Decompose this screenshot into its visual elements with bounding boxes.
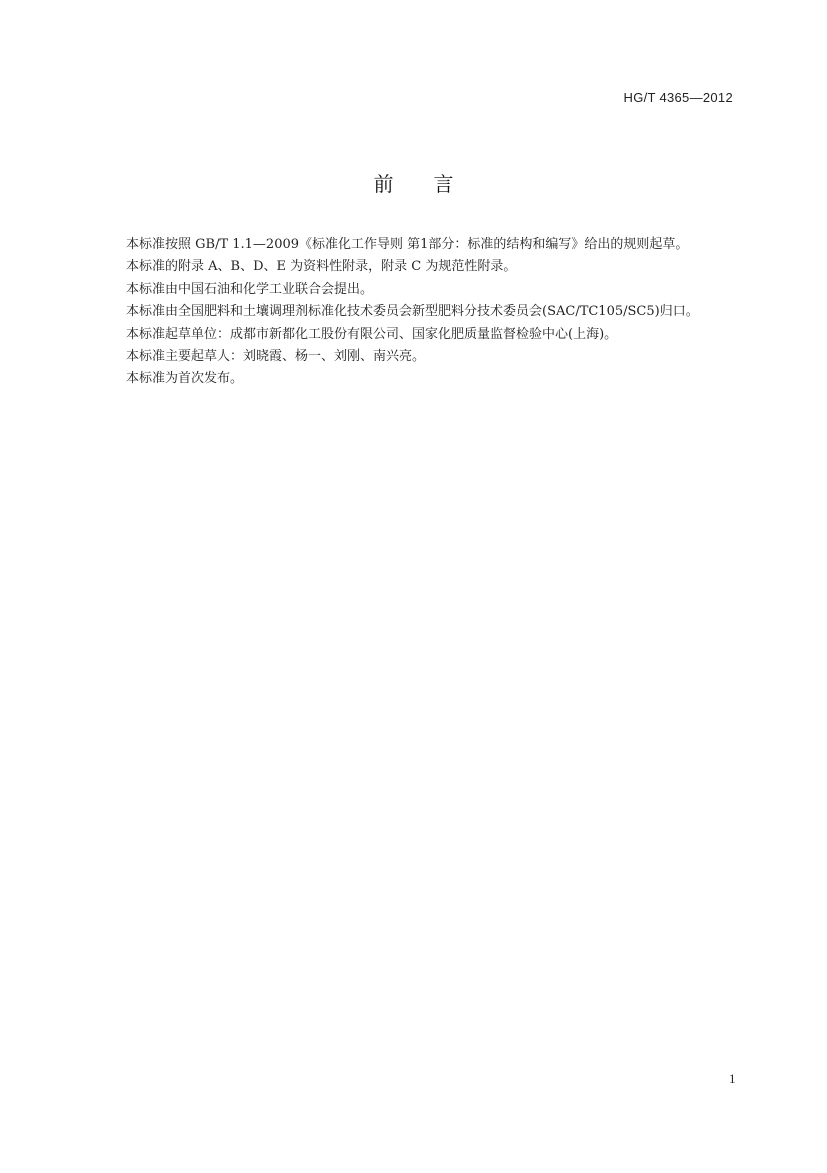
- paragraph-annexes: 本标准的附录 A、B、D、E 为资料性附录，附录 C 为规范性附录。: [126, 259, 517, 275]
- page-number: 1: [729, 1071, 736, 1086]
- paragraph-proposer: 本标准由中国石油和化学工业联合会提出。: [126, 281, 374, 297]
- foreword-body: [102, 234, 742, 391]
- paragraph-first-release: 本标准为首次发布。: [126, 371, 244, 387]
- standard-code: HG/T 4365—2012: [623, 90, 733, 105]
- paragraph-drafters: 本标准主要起草人：刘晓霞、杨一、刘刚、南兴亮。: [126, 349, 426, 365]
- paragraph-drafting-units: 本标准起草单位：成都市新都化工股份有限公司、国家化肥质量监督检验中心(上海)。: [126, 326, 618, 342]
- paragraph-drafting-rules: 本标准按照 GB/T 1.1—2009《标准化工作导则 第1部分：标准的结构和编写》给出的规则起草。: [126, 237, 689, 252]
- paragraph-technical-committee: 本标准由全国肥料和土壤调理剂标准化技术委员会新型肥料分技术委员会(SAC/TC105/SC5)归口。: [126, 304, 699, 320]
- page-title: 前言: [373, 172, 494, 196]
